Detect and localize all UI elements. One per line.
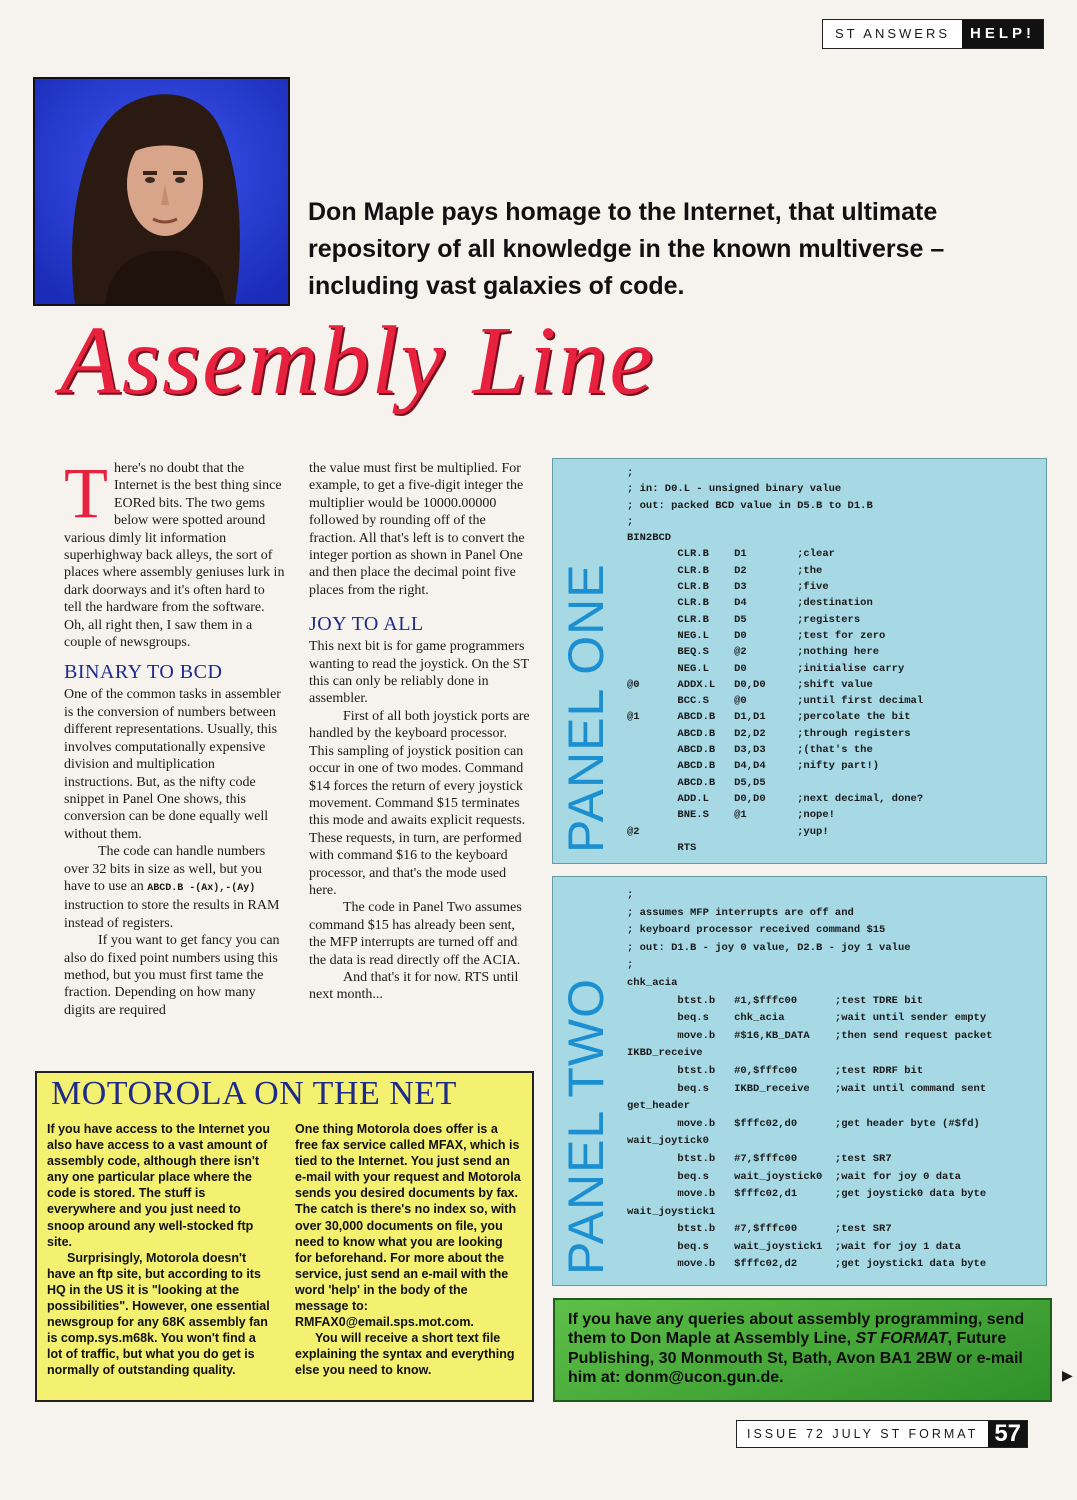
panel-two-code-line: btst.b #7,$fffc00 ;test SR7 (627, 1223, 892, 1236)
panel-one-code-line: @0 ADDX.L D0,D0 ;shift value (627, 678, 873, 691)
panel-one-label-wrap (558, 473, 621, 853)
panel-one-code-line: @1 ABCD.B D1,D1 ;percolate the bit (627, 711, 911, 724)
panel-one-code-line: ABCD.B D4,D4 ;nifty part!) (627, 760, 880, 773)
panel-two-code (627, 887, 992, 1274)
panel-two-code-line: chk_acia (627, 976, 678, 989)
panel-one-code-line: ABCD.B D2,D2 ;through registers (627, 727, 911, 740)
panel-one-code-line: CLR.B D3 ;five (627, 581, 829, 594)
panel-two-code-line: move.b $fffc02,d2 ;get joystick1 data byte (627, 1258, 987, 1271)
issue-label: ISSUE 72 JULY ST FORMAT (737, 1421, 988, 1447)
panel-two (552, 876, 1047, 1286)
panel-one-code-line: ; (627, 515, 634, 528)
panel-two-code-line: btst.b #7,$fffc00 ;test SR7 (627, 1152, 892, 1165)
motorola-right-paragraph-1: One thing Motorola does offer is a free fax service called MFAX, which is tied to the Internet. You just send an e-mail with your request and Motorola sends you desired documents by fax. The catch is there's no index so, with over 30,000 documents on file, you need to know what you are looking for beforehand. For more about the service, just send an e-mail with the word 'help' in the body of the message to: RMFAX0@email.sps.mot.com. (295, 1122, 521, 1330)
heading-binary-to-bcd: BINARY TO BCD (64, 661, 223, 684)
panel-two-code-line: get_header (627, 1100, 691, 1113)
joy-paragraph-3: The code in Panel Two assumes command $15 has already been sent, the MFP interrupts are turned off and the data is read directly off the ACIA. (309, 900, 522, 968)
panel-one-code-line: CLR.B D1 ;clear (627, 548, 835, 561)
panel-one-code-line: BNE.S @1 ;nope! (627, 809, 835, 822)
article-title: Assembly Line (60, 307, 655, 415)
panel-two-code-line: ; (627, 889, 634, 901)
panel-two-code-line: ; assumes MFP interrupts are off and (627, 906, 854, 919)
motorola-right-paragraph-2: You will receive a short text file explaining the syntax and everything else you need to know. (295, 1331, 515, 1378)
panel-one-code-line: ABCD.B D3,D3 ;(that's the (627, 744, 873, 757)
end-mark-icon: ▶ (1062, 1369, 1073, 1384)
author-photo (33, 77, 290, 306)
queries-text-b: , Future Publishing, 30 Monmouth St, Bath, Avon BA1 2BW or e-mail him at: donm@ucon.gun.de. (568, 1330, 1023, 1386)
motorola-left-paragraph-1: If you have access to the Internet you also have access to a vast amount of assembly code, although there isn't any one particular place where the code is stored. The stuff is everywhere and you just need to snoop around any well-stocked ftp site. (47, 1122, 270, 1249)
panel-one-code-line: CLR.B D5 ;registers (627, 613, 861, 626)
article-column-2 (309, 460, 531, 1004)
joy-paragraph-2: First of all both joystick ports are handled by the keyboard processor. This sampling of joystick position can occur in one of two modes. Command $14 forces the return of every joystick movement. Command $15 terminates this mode and awaits explicit requests. These requests, in turn, are performed with command $16 to the keyboard processor, and that's the mode used here. (309, 708, 530, 898)
panel-one-code-line: @2 ;yup! (627, 825, 829, 838)
help-tag: HELP! (962, 20, 1043, 48)
panel-one-code-line: CLR.B D2 ;the (627, 564, 823, 577)
panel-one-code-line: NEG.L D0 ;test for zero (627, 629, 886, 642)
panel-two-label: PANEL TWO (558, 977, 614, 1275)
panel-two-code-line: IKBD_receive (627, 1047, 703, 1060)
queries-text (568, 1310, 1042, 1387)
panel-one-code-line: ABCD.B D5,D5 (627, 776, 766, 789)
motorola-heading: MOTOROLA ON THE NET (51, 1075, 457, 1112)
binary-p2-text-a: The code can handle numbers over 32 bits in size as well, but you have to use an (64, 844, 266, 894)
motorola-column-left (47, 1121, 273, 1379)
queries-box (553, 1298, 1052, 1402)
panel-two-code-line: btst.b #0,$fffc00 ;test RDRF bit (627, 1064, 924, 1077)
intro-text: here's no doubt that the Internet is the best thing since EORed bits. The two gems below were spotted around various dimly lit information superhighway back alleys, the sort of places where assembly geniuses lurk in dark doorways and it's often hard to tell the hardware from the software. Oh, all right then, I saw them in a couple of newsgroups. (64, 461, 285, 651)
panel-one-code-line: ; (627, 467, 634, 479)
panel-one-code-line: BEQ.S @2 ;nothing here (627, 646, 880, 659)
magazine-name: ST FORMAT (855, 1330, 948, 1348)
panel-two-code-line: ; (627, 959, 634, 972)
panel-two-code-line: ; out: D1.B - joy 0 value, D2.B - joy 1 value (627, 941, 911, 954)
panel-two-code-line: wait_joytick0 (627, 1135, 709, 1148)
panel-two-code-line: wait_joystick1 (627, 1205, 716, 1218)
standfirst: Don Maple pays homage to the Internet, that ultimate repository of all knowledge in the known multiverse – including vast galaxies of code. (308, 198, 945, 300)
panel-two-label-wrap (558, 895, 621, 1275)
intro-paragraph (64, 453, 286, 651)
motorola-sidebar (35, 1071, 534, 1402)
page-number: 57 (988, 1421, 1027, 1447)
section-label: ST ANSWERS (823, 20, 962, 48)
panel-one-code (627, 465, 923, 856)
section-header (822, 19, 1044, 49)
binary-paragraph-1: One of the common tasks in assembler is the conversion of numbers between different representations. Usually, this involves computationally expensive division and multiplication instructions. But, as the nifty code snippet in Panel One shows, this conversion can be done equally well without them. (64, 687, 281, 842)
panel-one-code-line: RTS (627, 841, 697, 854)
panel-two-code-line: beq.s wait_joystick1 ;wait for joy 1 data (627, 1240, 961, 1253)
panel-two-code-line: move.b $fffc02,d1 ;get joystick0 data byte (627, 1188, 987, 1201)
panel-one (552, 458, 1047, 864)
binary-paragraph-3: If you want to get fancy you can also do fixed point numbers using this method, but you must first tame the fraction. Depending on how many digits are required (64, 933, 280, 1018)
panel-one-code-line: CLR.B D4 ;destination (627, 597, 873, 610)
heading-joy-to-all: JOY TO ALL (309, 613, 424, 636)
inline-code: ABCD.B -(Ax),-(Ay) (147, 882, 256, 894)
drop-cap: T (64, 453, 108, 533)
binary-paragraph-4: the value must first be multiplied. For example, to get a five-digit integer the multiplier would be 10000.00000 followed by rounding off of the fraction. All that's left is to convert the integer portion as shown in Panel One and then place the decimal point five places from the right. (309, 461, 525, 598)
portrait-illustration (35, 79, 288, 304)
panel-two-code-line: move.b #$16,KB_DATA ;then send request packet (627, 1029, 993, 1042)
page-footer (736, 1420, 1028, 1448)
panel-one-code-line: BCC.S @0 ;until first decimal (627, 695, 924, 708)
panel-two-code-line: btst.b #1,$fffc00 ;test TDRE bit (627, 994, 924, 1007)
joy-paragraph-4: And that's it for now. RTS until next month... (309, 969, 519, 1003)
article-column-1 (64, 453, 286, 1019)
panel-one-code-line: ; out: packed BCD value in D5.B to D1.B (627, 499, 873, 512)
panel-two-code-line: beq.s chk_acia ;wait until sender empty (627, 1012, 987, 1025)
panel-two-code-line: move.b $fffc02,d0 ;get header byte (#$fd) (627, 1117, 980, 1130)
panel-one-code-line: ; in: D0.L - unsigned binary value (627, 483, 842, 496)
panel-two-code-line: beq.s IKBD_receive ;wait until command sent (627, 1082, 987, 1095)
joy-paragraph-1: This next bit is for game programmers wanting to read the joystick. On the ST this can only be reliably done in assembler. (309, 639, 529, 707)
panel-two-code-line: beq.s wait_joystick0 ;wait for joy 0 data (627, 1170, 961, 1183)
panel-one-code-line: BIN2BCD (627, 532, 672, 545)
motorola-left-paragraph-2: Surprisingly, Motorola doesn't have an ftp site, but according to its HQ in the US it is "looking at the possibilities". However, one essential newsgroup for any 68K assembly fan is comp.sys.m68k. You won't find a lot of traffic, but what you do get is normally of outstanding quality. (47, 1250, 270, 1378)
binary-paragraph-2 (64, 843, 286, 932)
panel-one-code-line: NEG.L D0 ;initialise carry (627, 662, 905, 675)
queries-text-a: If you have any queries about assembly programming, send them to Don Maple at Assembly Line, (568, 1311, 1025, 1348)
motorola-column-right (295, 1121, 521, 1379)
binary-p2-text-b: instruction to store the results in RAM instead of registers. (64, 898, 280, 931)
panel-one-code-line: ADD.L D0,D0 ;next decimal, done? (627, 792, 924, 805)
panel-one-label: PANEL ONE (558, 563, 614, 853)
panel-two-code-line: ; keyboard processor received command $15 (627, 924, 886, 937)
